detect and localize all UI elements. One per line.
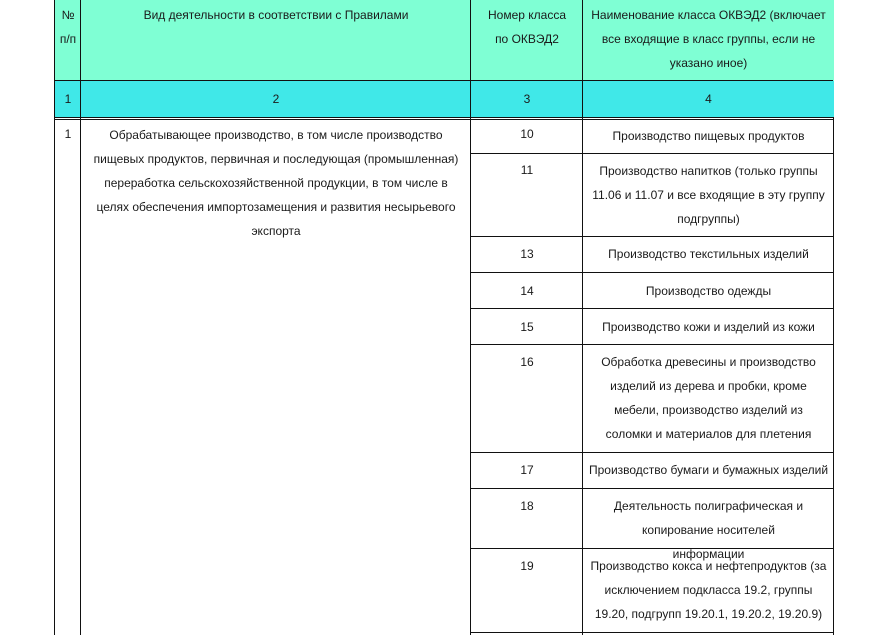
class-name-value: Деятельность полиграфическая и копирование носителей информации [613, 499, 804, 561]
class-code-13 [471, 237, 583, 273]
class-name-14 [583, 273, 834, 309]
class-name-value: Производство кокса и нефтепродуктов (за исключением подкласса 19.2, группы 19.20, подгрупп 19.20.1, 19.20.2, 19.20.9) [590, 559, 827, 621]
grid-line [470, 153, 833, 154]
numbering-cell-4 [583, 81, 834, 117]
class-name-13 [583, 237, 834, 273]
class-name-19 [583, 549, 834, 633]
class-name-10 [583, 119, 834, 155]
header-class-name [583, 0, 834, 81]
header-activity-label: Вид деятельности в соответствии с Правилами [143, 8, 409, 22]
grid-line [55, 119, 833, 120]
class-code-value: 14 [520, 284, 534, 298]
row-num-value: 1 [64, 127, 72, 141]
class-code-value: 11 [520, 163, 534, 177]
header-num [55, 0, 81, 81]
grid-line [470, 488, 833, 489]
class-name-16 [583, 345, 834, 453]
class-code-value: 19 [520, 559, 534, 573]
class-name-11 [583, 155, 834, 237]
header-class-number [471, 0, 583, 81]
grid-line [55, 117, 833, 118]
header-activity [81, 0, 471, 81]
grid-line [55, 80, 833, 81]
class-name-value: Обработка древесины и производство изделий из дерева и пробки, кроме мебели, производство изделий из соломки и материалов для плетения [601, 355, 816, 441]
class-code-14 [471, 273, 583, 309]
grid-line [470, 272, 833, 273]
numbering-label-3: 3 [523, 92, 531, 106]
numbering-cell-2 [81, 81, 471, 117]
class-name-15 [583, 309, 834, 345]
header-class-name-label: Наименование класса ОКВЭД2 (включает все входящие в класс группы, если не указано иное) [591, 8, 826, 70]
class-name-value: Производство кожи и изделий из кожи [602, 320, 815, 334]
class-name-17 [583, 453, 834, 489]
grid-line [470, 452, 833, 453]
grid-line [470, 236, 833, 237]
class-code-17 [471, 453, 583, 489]
row-num [55, 119, 81, 149]
grid-line [470, 632, 833, 633]
class-code-value: 10 [520, 127, 534, 141]
class-name-value: Производство текстильных изделий [608, 247, 809, 261]
class-code-value: 17 [520, 463, 534, 477]
class-code-value: 13 [520, 247, 534, 261]
class-code-value: 18 [520, 499, 534, 513]
grid-line [470, 548, 833, 549]
numbering-label-2: 2 [272, 92, 280, 106]
class-code-11 [471, 155, 583, 237]
okved-table [54, 0, 834, 635]
class-name-value: Производство бумаги и бумажных изделий [588, 463, 829, 477]
row-activity-text: Обрабатывающее производство, в том числе производство пищевых продуктов, первичная и последующая (промышленная) переработка сельскохозяйственной продукции, в том числе в целях обеспечения импортозамещения и развития несырьевого экспорта [93, 128, 459, 238]
numbering-cell-1 [55, 81, 81, 117]
numbering-cell-3 [471, 81, 583, 117]
class-name-value: Производство пищевых продуктов [612, 129, 805, 143]
class-code-16 [471, 345, 583, 453]
class-code-19 [471, 549, 583, 633]
grid-line [80, 0, 81, 635]
numbering-label-4: 4 [705, 92, 712, 106]
grid-line [470, 0, 471, 635]
grid-line [470, 308, 833, 309]
class-code-18 [471, 489, 583, 549]
class-code-15 [471, 309, 583, 345]
class-code-10 [471, 119, 583, 155]
class-code-value: 15 [520, 320, 534, 334]
class-name-value: Производство напитков (только группы 11.06 и 11.07 и все входящие в эту группу подгруппы) [592, 164, 825, 226]
grid-line [470, 344, 833, 345]
class-name-value: Производство одежды [645, 284, 772, 298]
class-name-18 [583, 489, 834, 561]
class-code-value: 16 [520, 355, 534, 369]
header-class-number-label: Номер класса по ОКВЭД2 [487, 8, 566, 46]
row-activity [81, 119, 471, 239]
grid-line [582, 0, 583, 635]
numbering-label-1: 1 [64, 92, 72, 106]
header-num-label: № п/п [59, 8, 77, 46]
